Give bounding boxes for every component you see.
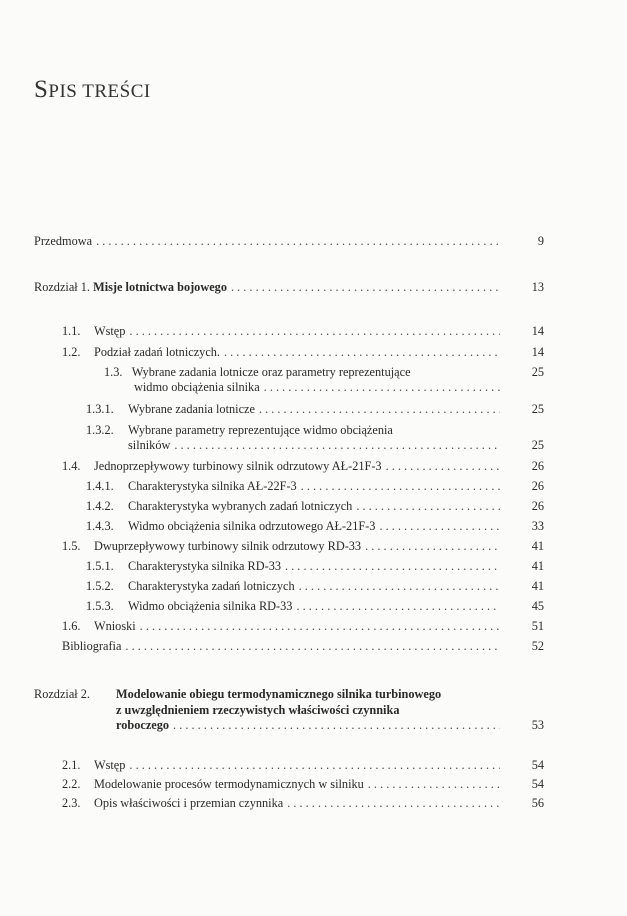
toc-entry-number: 1.6. (62, 619, 81, 633)
dot-leader (264, 380, 500, 395)
toc-entry-text: Modelowanie obiegu termodynamicznego silnika turbinowego (116, 687, 442, 701)
toc-page-number: 54 (531, 777, 544, 791)
dot-leader (259, 402, 500, 417)
dot-leader (301, 479, 500, 494)
toc-entry-text: Wstęp (94, 758, 126, 772)
toc-page-number: 41 (531, 579, 544, 593)
page-title: SPIS TREŚCI (34, 76, 151, 103)
toc-entry-text: Przedmowa (34, 234, 93, 248)
toc-entry-number: 1.1. (62, 324, 81, 338)
toc-entry-1-5-2[interactable] (86, 579, 544, 594)
toc-entry-number: 1.5.2. (86, 579, 114, 593)
dot-leader (125, 639, 500, 654)
toc-entry-2-1[interactable] (62, 758, 544, 773)
dot-leader (224, 345, 500, 360)
toc-entry-text: roboczego (116, 718, 170, 732)
toc-entry-number: 2.2. (62, 777, 81, 791)
dot-leader (287, 796, 500, 811)
chapter-label: Rozdział 1. (34, 280, 91, 294)
dot-leader (129, 324, 500, 339)
toc-entry-number: 2.3. (62, 796, 81, 810)
toc-page-number: 26 (531, 499, 544, 513)
toc-entry-number: 1.3. (104, 365, 123, 379)
toc-entry-text: Widmo obciążenia silnika odrzutowego AŁ-21F-3 (128, 519, 376, 533)
toc-page-number: 33 (531, 519, 544, 533)
toc-entry-text: Wnioski (94, 619, 136, 633)
toc-entry-text: Misje lotnictwa bojowego (93, 280, 227, 294)
toc-entry-text: z uwzględnieniem rzeczywistych właściwości czynnika (116, 703, 400, 717)
toc-entry-1-3[interactable] (104, 364, 544, 395)
toc-page-number: 25 (531, 402, 544, 416)
toc-page-number: 9 (537, 234, 544, 248)
toc-entry-1-6[interactable] (62, 619, 544, 634)
toc-entry-text: Dwuprzepływowy turbinowy silnik odrzutowy RD-33 (94, 539, 362, 553)
toc-entry-text: Wstęp (94, 324, 126, 338)
toc-entry-2-3[interactable] (62, 796, 544, 811)
chapter-label: Rozdział 2. (34, 687, 91, 701)
toc-page-number: 54 (531, 758, 544, 772)
toc-entry-number: 1.4.2. (86, 499, 114, 513)
toc-page-number: 25 (531, 438, 544, 452)
toc-page-number: 41 (531, 539, 544, 553)
toc-entry-text: Widmo obciążenia silnika RD-33 (128, 599, 293, 613)
dot-leader (379, 519, 500, 534)
toc-entry-text: Podział zadań lotniczych. (94, 345, 220, 359)
toc-entry-1-4-3[interactable] (86, 519, 544, 534)
toc-entry-1-4-1[interactable] (86, 479, 544, 494)
toc-page-number: 26 (531, 459, 544, 473)
dot-leader (96, 234, 500, 249)
dot-leader (173, 718, 500, 733)
toc-entry-text: Jednoprzepływowy turbinowy silnik odrzutowy AŁ-21F-3 (94, 459, 382, 473)
toc-entry-1-4[interactable] (62, 459, 544, 474)
toc-entry-2-2[interactable] (62, 777, 544, 792)
toc-entry-bibliografia[interactable] (62, 639, 544, 654)
toc-entry-number: 2.1. (62, 758, 81, 772)
toc-page-number: 14 (531, 324, 544, 338)
toc-page-number: 52 (531, 639, 544, 653)
dot-leader (296, 599, 500, 614)
toc-entry-number: 1.5.1. (86, 559, 114, 573)
toc-entry-text: Modelowanie procesów termodynamicznych w silniku (94, 777, 364, 791)
toc-page-number: 14 (531, 345, 544, 359)
toc-entry-text: Charakterystyka wybranych zadań lotniczych (128, 499, 353, 513)
dot-leader (299, 579, 500, 594)
toc-entry-text: Wybrane zadania lotnicze (128, 402, 255, 416)
toc-entry-number: 1.5.3. (86, 599, 114, 613)
dot-leader (129, 758, 500, 773)
toc-entry-number: 1.5. (62, 539, 81, 553)
dot-leader (386, 459, 500, 474)
toc-entry-number: 1.3.1. (86, 402, 114, 416)
toc-entry-1-5[interactable] (62, 539, 544, 554)
toc-entry-text: Wybrane zadania lotnicze oraz parametry reprezentujące (131, 365, 411, 379)
toc-entry-chapter-2[interactable] (34, 686, 544, 733)
toc-entry-text: widmo obciążenia silnika (134, 380, 260, 394)
toc-entry-chapter-1[interactable] (34, 280, 544, 295)
toc-entry-number: 1.3.2. (86, 423, 114, 437)
dot-leader (356, 499, 500, 514)
toc-entry-text: Wybrane parametry reprezentujące widmo obciążenia (128, 423, 393, 437)
toc-entry-1-3-2[interactable] (86, 422, 544, 453)
toc-page-number: 53 (531, 718, 544, 732)
dot-leader (231, 280, 500, 295)
toc-entry-text: Charakterystyka silnika AŁ-22F-3 (128, 479, 297, 493)
toc-entry-przedmowa[interactable] (34, 234, 544, 249)
toc-entry-text: Opis właściwości i przemian czynnika (94, 796, 284, 810)
toc-entry-number: 1.4.3. (86, 519, 114, 533)
dot-leader (368, 777, 500, 792)
toc-entry-1-2[interactable] (62, 345, 544, 360)
toc-entry-text: Bibliografia (62, 639, 122, 653)
toc-entry-number: 1.4. (62, 459, 81, 473)
toc-page-number: 41 (531, 559, 544, 573)
toc-entry-1-4-2[interactable] (86, 499, 544, 514)
toc-page-number: 25 (531, 365, 544, 379)
toc-entry-1-5-1[interactable] (86, 559, 544, 574)
toc-entry-1-5-3[interactable] (86, 599, 544, 614)
toc-entry-number: 1.2. (62, 345, 81, 359)
toc-entry-text: silników (128, 438, 171, 452)
toc-page-number: 13 (531, 280, 544, 294)
toc-entry-text: Charakterystyka silnika RD-33 (128, 559, 281, 573)
dot-leader (140, 619, 500, 634)
dot-leader (285, 559, 500, 574)
dot-leader (365, 539, 500, 554)
toc-page-number: 51 (531, 619, 544, 633)
toc-entry-1-3-1[interactable] (86, 402, 544, 417)
toc-page-number: 56 (531, 796, 544, 810)
toc-page-number: 26 (531, 479, 544, 493)
dot-leader (174, 438, 500, 453)
toc-entry-number: 1.4.1. (86, 479, 114, 493)
toc-entry-1-1[interactable] (62, 324, 544, 339)
toc-page-number: 45 (531, 599, 544, 613)
toc-entry-text: Charakterystyka zadań lotniczych (128, 579, 295, 593)
